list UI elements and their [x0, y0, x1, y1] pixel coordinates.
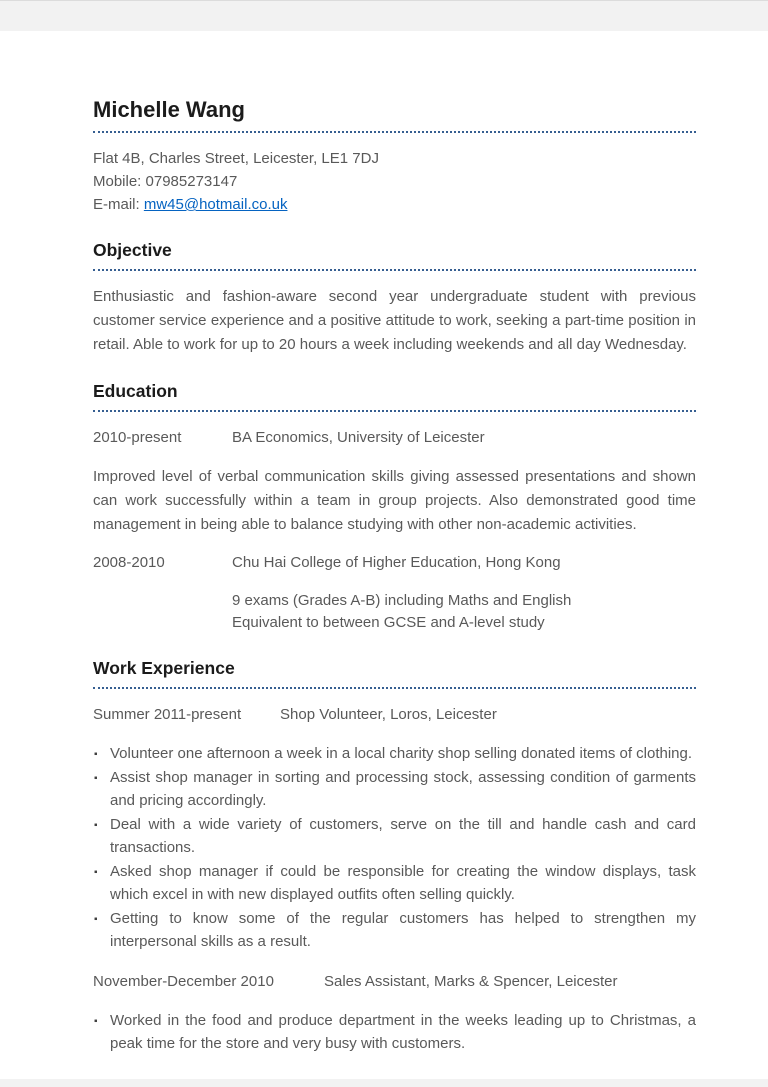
bullet-icon: ▪ [94, 1015, 98, 1027]
bullet-item [93, 1009, 696, 1056]
bullet-text: Getting to know some of the regular customers has helped to strengthen my interpersonal skills as a result. [110, 909, 696, 950]
education-entry [93, 551, 696, 575]
objective-text: Enthusiastic and fashion-aware second year undergraduate student with previous customer service experience and a positive attitude to work, seeking a part-time position in retail. Able to work for up to 20 hours a week including weekends and all day Wednesday. [93, 288, 696, 353]
job-date: Summer 2011-present [93, 706, 242, 723]
education-date: 2008-2010 [93, 554, 165, 571]
education-entry [93, 426, 696, 450]
education-date: 2010-present [93, 429, 182, 446]
contact-email [93, 193, 696, 216]
education-title: BA Economics, University of Leicester [232, 429, 485, 446]
email-prefix: E-mail: [93, 196, 144, 213]
education-details [232, 590, 696, 634]
education-title: Chu Hai College of Higher Education, Hong Kong [232, 554, 561, 571]
contact-block [93, 147, 696, 216]
bullet-text: Worked in the food and produce department in the weeks leading up to Christmas, a peak time for the store and very busy with customers. [110, 1011, 696, 1052]
email-link[interactable]: mw45@hotmail.co.uk [143, 196, 288, 213]
education-detail-line: 9 exams (Grades A-B) including Maths and English [232, 592, 572, 609]
bullet-item [93, 766, 696, 813]
job-bullet-list [93, 1009, 696, 1056]
bullet-text: Assist shop manager in sorting and processing stock, assessing condition of garments and pricing accordingly. [110, 768, 696, 809]
bullet-icon: ▪ [94, 913, 98, 925]
bullet-item [93, 907, 696, 954]
section-heading-education: Education [93, 381, 178, 401]
job-title: Shop Volunteer, Loros, Leicester [280, 706, 497, 723]
section-heading-objective: Objective [93, 240, 172, 260]
bullet-item [93, 813, 696, 860]
bullet-icon: ▪ [94, 749, 98, 760]
bullet-text: Deal with a wide variety of customers, serve on the till and handle cash and card transactions. [110, 815, 696, 856]
divider [93, 410, 696, 412]
contact-address: Flat 4B, Charles Street, Leicester, LE1 7DJ [93, 150, 379, 167]
job-entry [93, 703, 696, 727]
job-date: November-December 2010 [93, 972, 274, 990]
education-detail-line: Equivalent to between GCSE and A-level study [232, 614, 545, 631]
job-title: Sales Assistant, Marks & Spencer, Leicester [324, 972, 618, 990]
bullet-icon: ▪ [94, 772, 98, 784]
section-heading-work-experience: Work Experience [93, 658, 235, 678]
job-bullet-list [93, 742, 696, 954]
bullet-text: Asked shop manager if could be responsible for creating the window displays, task which excel in with new displayed outfits often selling quickly. [110, 862, 696, 903]
divider [93, 687, 696, 689]
education-description: Improved level of verbal communication skills giving assessed presentations and shown can work successfully within a team in group projects. Also demonstrated good time management in being able to balance studying with other non-academic activities. [93, 468, 696, 533]
resume-page [0, 31, 768, 1079]
bullet-icon: ▪ [94, 866, 98, 878]
bullet-item [93, 860, 696, 907]
contact-mobile: Mobile: 07985273147 [93, 173, 238, 190]
page-title: Michelle Wang [93, 97, 245, 122]
divider [93, 131, 696, 133]
bullet-icon: ▪ [94, 819, 98, 831]
bullet-item [93, 742, 696, 766]
divider [93, 269, 696, 271]
bullet-text: Volunteer one afternoon a week in a local charity shop selling donated items of clothing. [110, 745, 693, 762]
job-entry [93, 970, 696, 994]
